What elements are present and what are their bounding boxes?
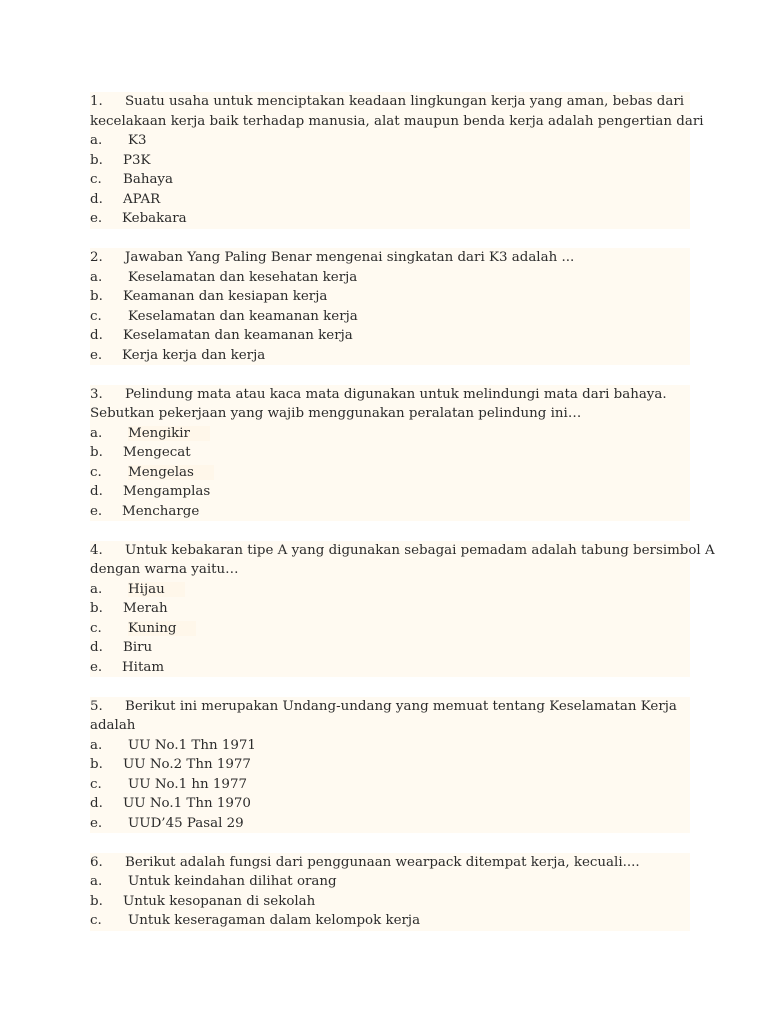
option-letter: b. bbox=[90, 893, 103, 909]
option-b bbox=[90, 151, 690, 171]
option-text: Mengikir bbox=[128, 426, 210, 441]
question-5 bbox=[90, 697, 690, 834]
question-text: Berikut adalah fungsi dari penggunaan wearpack ditempat kerja, kecuali.... bbox=[125, 854, 640, 870]
question-number: 3. bbox=[90, 386, 103, 402]
question-1-stem bbox=[90, 92, 690, 112]
option-text: Mengelas bbox=[128, 465, 214, 480]
option-letter: a. bbox=[90, 737, 103, 753]
option-letter: c. bbox=[90, 308, 102, 324]
option-b bbox=[90, 287, 690, 307]
option-c bbox=[90, 775, 690, 795]
question-4 bbox=[90, 541, 715, 678]
question-4-stem bbox=[90, 541, 715, 561]
question-3-stem bbox=[90, 385, 690, 405]
option-text: UU No.1 Thn 1971 bbox=[128, 737, 256, 753]
question-text: Berikut ini merupakan Undang-undang yang memuat tentang Keselamatan Kerja bbox=[125, 698, 677, 714]
option-e bbox=[90, 814, 690, 834]
option-b bbox=[90, 755, 690, 775]
option-letter: d. bbox=[90, 191, 103, 207]
option-text: APAR bbox=[123, 191, 161, 207]
option-text: UU No.1 Thn 1970 bbox=[123, 796, 251, 811]
option-letter: e. bbox=[90, 659, 103, 675]
option-letter: c. bbox=[90, 776, 102, 792]
option-c bbox=[90, 911, 690, 931]
option-letter: c. bbox=[90, 172, 102, 187]
option-text: Kerja kerja dan kerja bbox=[122, 347, 266, 363]
option-text: Hitam bbox=[122, 659, 165, 675]
question-text: Untuk kebakaran tipe A yang digunakan sebagai pemadam adalah tabung bersimbol A bbox=[125, 542, 715, 558]
option-a bbox=[90, 872, 690, 892]
option-text: UU No.2 Thn 1977 bbox=[123, 757, 251, 772]
option-b bbox=[90, 892, 690, 912]
question-6-stem bbox=[90, 853, 690, 873]
option-letter: e. bbox=[90, 503, 103, 519]
question-2-stem bbox=[90, 248, 690, 268]
option-d bbox=[90, 638, 690, 658]
option-text: Keselamatan dan keamanan kerja bbox=[123, 328, 353, 343]
option-text: Untuk kesopanan di sekolah bbox=[123, 893, 316, 909]
option-letter: c. bbox=[90, 464, 102, 480]
option-letter: b. bbox=[90, 601, 103, 616]
option-letter: a. bbox=[90, 425, 103, 441]
option-letter: c. bbox=[90, 620, 102, 636]
option-a bbox=[90, 580, 690, 600]
option-letter: a. bbox=[90, 581, 103, 597]
option-d bbox=[90, 190, 690, 210]
option-text: Untuk keindahan dilihat orang bbox=[128, 874, 337, 889]
option-text: K3 bbox=[128, 133, 147, 148]
option-text: Merah bbox=[123, 601, 168, 616]
option-letter: e. bbox=[90, 211, 103, 226]
option-c bbox=[90, 307, 690, 327]
option-text: Kuning bbox=[128, 621, 196, 636]
option-text: Keamanan dan kesiapan kerja bbox=[123, 289, 328, 304]
question-5-stem bbox=[90, 697, 690, 717]
option-letter: e. bbox=[90, 815, 103, 831]
question-3 bbox=[90, 385, 690, 522]
option-e bbox=[90, 209, 690, 229]
option-text: UU No.1 hn 1977 bbox=[128, 776, 247, 792]
option-text: Mengamplas bbox=[123, 484, 211, 499]
question-1-continuation: kecelakaan kerja baik terhadap manusia, alat maupun benda kerja adalah pengertian dari bbox=[90, 112, 690, 132]
option-e bbox=[90, 502, 690, 522]
question-3-continuation: Sebutkan pekerjaan yang wajib menggunakan peralatan pelindung ini… bbox=[90, 404, 690, 424]
question-number: 6. bbox=[90, 854, 103, 870]
option-text: Untuk keseragaman dalam kelompok kerja bbox=[128, 913, 421, 928]
option-c bbox=[90, 619, 690, 639]
option-letter: b. bbox=[90, 289, 103, 304]
option-text: P3K bbox=[123, 152, 151, 168]
question-6 bbox=[90, 853, 690, 931]
option-a bbox=[90, 424, 690, 444]
option-letter: d. bbox=[90, 484, 103, 499]
option-text: Bahaya bbox=[123, 172, 173, 187]
question-number: 5. bbox=[90, 698, 103, 714]
question-text: Pelindung mata atau kaca mata digunakan untuk melindungi mata dari bahaya. bbox=[125, 386, 667, 402]
option-text: Mengecat bbox=[123, 445, 191, 460]
question-text: Jawaban Yang Paling Benar mengenai singkatan dari K3 adalah ... bbox=[125, 250, 575, 265]
option-c bbox=[90, 170, 690, 190]
option-b bbox=[90, 443, 690, 463]
option-e bbox=[90, 658, 690, 678]
question-5-continuation: adalah bbox=[90, 716, 690, 736]
option-text: Biru bbox=[123, 640, 153, 655]
option-a bbox=[90, 736, 690, 756]
question-number: 2. bbox=[90, 250, 103, 265]
option-a bbox=[90, 268, 690, 288]
option-d bbox=[90, 794, 690, 814]
option-text: Keselamatan dan kesehatan kerja bbox=[128, 269, 358, 285]
question-number: 1. bbox=[90, 94, 103, 109]
option-text: UUD’45 Pasal 29 bbox=[128, 815, 244, 831]
option-letter: b. bbox=[90, 152, 103, 168]
option-text: Mencharge bbox=[122, 503, 200, 519]
option-a bbox=[90, 131, 690, 151]
question-number: 4. bbox=[90, 542, 103, 558]
option-d bbox=[90, 326, 690, 346]
question-text: Suatu usaha untuk menciptakan keadaan lingkungan kerja yang aman, bebas dari bbox=[125, 94, 685, 109]
option-letter: d. bbox=[90, 640, 103, 655]
option-text: Keselamatan dan keamanan kerja bbox=[128, 308, 358, 324]
option-c bbox=[90, 463, 690, 483]
option-text: Kebakara bbox=[122, 211, 187, 226]
question-1 bbox=[90, 92, 704, 229]
option-letter: a. bbox=[90, 874, 103, 889]
option-d bbox=[90, 482, 690, 502]
option-text: Hijau bbox=[128, 582, 185, 597]
quiz-document bbox=[90, 92, 715, 950]
option-e bbox=[90, 346, 690, 366]
question-4-continuation: dengan warna yaitu… bbox=[90, 560, 690, 580]
option-b bbox=[90, 599, 690, 619]
option-letter: c. bbox=[90, 913, 102, 928]
option-letter: d. bbox=[90, 796, 103, 811]
option-letter: b. bbox=[90, 445, 103, 460]
question-2 bbox=[90, 248, 690, 365]
option-letter: a. bbox=[90, 269, 103, 285]
option-letter: d. bbox=[90, 328, 103, 343]
option-letter: a. bbox=[90, 133, 103, 148]
option-letter: e. bbox=[90, 347, 103, 363]
option-letter: b. bbox=[90, 757, 103, 772]
